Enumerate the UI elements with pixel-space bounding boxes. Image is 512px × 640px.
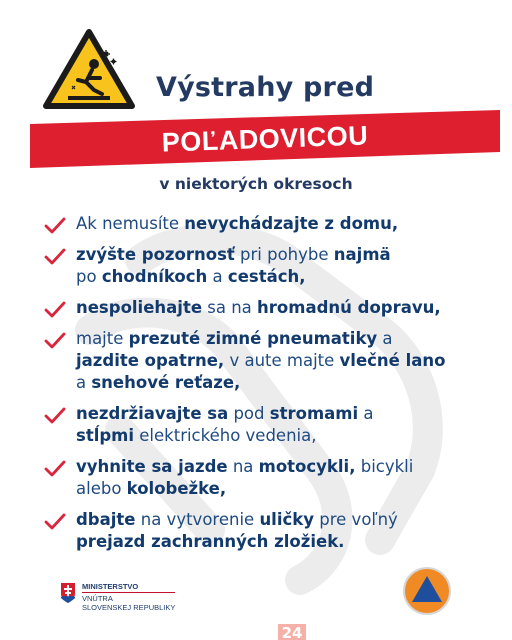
advice-text-bold: hromadnú dopravu, [257, 298, 441, 317]
advice-line [76, 403, 484, 425]
advice-line [76, 478, 484, 500]
advice-text: bicykli [355, 457, 414, 476]
advice-line [76, 509, 484, 531]
checkmark-icon [44, 512, 66, 532]
checkmark-icon [44, 331, 66, 351]
advice-line [76, 328, 484, 350]
title-banner-text: POĽADOVICOU [161, 119, 369, 158]
checkmark-icon [44, 216, 66, 236]
advice-text: po [76, 267, 102, 286]
advice-item [44, 328, 484, 394]
advice-text: a [76, 373, 92, 392]
advice-text: na [227, 457, 259, 476]
advice-item [44, 244, 484, 288]
page-tag: 24 [278, 624, 306, 640]
advice-text-bold: motocykli, [258, 457, 356, 476]
advice-text: majte [76, 329, 129, 348]
advice-line [76, 531, 484, 553]
advice-line [76, 266, 484, 288]
advice-text-bold: uličky [259, 510, 315, 529]
advice-text: sa na [202, 298, 258, 317]
advice-text-bold: nespoliehajte [76, 298, 203, 317]
advice-text-bold: prejazd zachranných zložiek. [76, 532, 345, 551]
advice-text-bold: najmä [333, 245, 391, 264]
advice-item [44, 297, 484, 319]
advice-text-bold: snehové reťaze, [91, 373, 241, 392]
advice-text-bold: stĺpmi [76, 426, 135, 445]
checkmark-icon [44, 406, 66, 426]
ministry-line1: MINISTERSTVO [82, 582, 175, 593]
slippery-ice-warning-icon [42, 28, 136, 112]
checkmark-icon [44, 459, 66, 479]
advice-list [44, 213, 484, 562]
advice-text: pri pohybe [234, 245, 334, 264]
advice-text: v aute majte [224, 351, 340, 370]
advice-text-bold: prezuté zimné pneumatiky [128, 329, 378, 348]
advice-line [76, 297, 484, 319]
advice-text-bold: chodníkoch [101, 267, 208, 286]
advice-line [76, 244, 484, 266]
advice-line [76, 456, 484, 478]
advice-item [44, 403, 484, 447]
advice-text-bold: zvýšte pozornosť [76, 245, 235, 264]
advice-text: na vytvorenie [135, 510, 260, 529]
advice-text-bold: vlečné lano [339, 351, 446, 370]
advice-text: a [358, 404, 374, 423]
advice-text-bold: cestách, [227, 267, 306, 286]
advice-text-bold: kolobežke, [126, 479, 227, 498]
ministry-line3: SLOVENSKEJ REPUBLIKY [82, 603, 176, 612]
advice-text: a [377, 329, 393, 348]
advice-text-bold: vyhnite sa jazde [76, 457, 228, 476]
civil-protection-emblem-icon [402, 566, 452, 616]
advice-text-bold: nevychádzajte z domu, [184, 214, 399, 233]
advice-line [76, 372, 484, 394]
advice-text: pre voľný [314, 510, 398, 529]
checkmark-icon [44, 300, 66, 320]
advice-text-bold: nezdržiavajte sa [76, 404, 229, 423]
advice-text-bold: dbajte [76, 510, 136, 529]
advice-item [44, 509, 484, 553]
advice-line [76, 350, 484, 372]
slovak-coat-of-arms-icon [60, 582, 76, 604]
advice-text: a [207, 267, 228, 286]
ministry-logo [60, 582, 175, 612]
advice-line [76, 213, 484, 235]
advice-line [76, 425, 484, 447]
advice-text: pod [228, 404, 270, 423]
advice-text-bold: stromami [269, 404, 359, 423]
ministry-line2: VNÚTRA [82, 594, 113, 603]
subtitle: v niektorých okresoch [159, 175, 353, 193]
advice-item [44, 456, 484, 500]
advice-text: Ak nemusíte [76, 214, 185, 233]
title-top: Výstrahy pred [156, 72, 375, 103]
advice-text: elektrického vedenia, [134, 426, 317, 445]
advice-text-bold: jazdite opatrne, [76, 351, 225, 370]
advice-text: alebo [76, 479, 127, 498]
checkmark-icon [44, 247, 66, 267]
advice-item [44, 213, 484, 235]
